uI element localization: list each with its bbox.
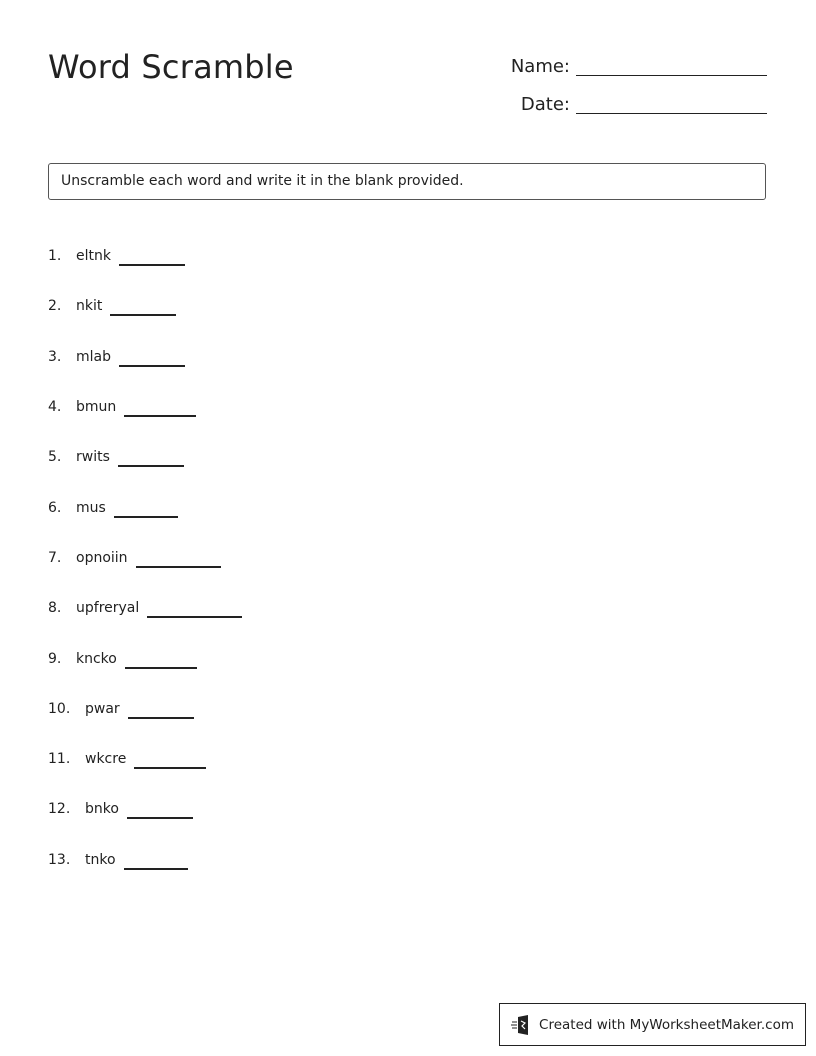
scrambled-word: eltnk bbox=[76, 248, 111, 265]
list-item bbox=[48, 784, 242, 834]
item-number: 1. bbox=[48, 248, 62, 265]
answer-blank bbox=[124, 854, 188, 870]
scrambled-word: pwar bbox=[85, 700, 120, 717]
answer-blank bbox=[136, 552, 221, 568]
list-item bbox=[48, 432, 242, 482]
item-number: 12. bbox=[48, 801, 71, 818]
answer-blank bbox=[125, 653, 197, 669]
item-number: 7. bbox=[48, 549, 62, 566]
list-item bbox=[48, 332, 242, 382]
answer-blank bbox=[147, 602, 242, 618]
footer-text: Created with MyWorksheetMaker.com bbox=[539, 1016, 794, 1033]
footer-credit[interactable] bbox=[499, 1003, 806, 1046]
answer-blank bbox=[110, 300, 176, 316]
item-number: 2. bbox=[48, 298, 62, 315]
list-item bbox=[48, 482, 242, 532]
item-number: 9. bbox=[48, 650, 62, 667]
name-line bbox=[576, 55, 767, 76]
answer-blank bbox=[128, 703, 194, 719]
list-item bbox=[48, 583, 242, 633]
answer-blank bbox=[127, 803, 193, 819]
item-number: 13. bbox=[48, 851, 71, 868]
scrambled-word: bnko bbox=[85, 801, 119, 818]
scrambled-word: tnko bbox=[85, 851, 116, 868]
list-item bbox=[48, 835, 242, 885]
scrambled-word: bmun bbox=[76, 399, 117, 416]
item-number: 11. bbox=[48, 751, 71, 768]
answer-blank bbox=[134, 753, 206, 769]
answer-blank bbox=[119, 250, 185, 266]
item-number: 3. bbox=[48, 348, 62, 365]
list-item bbox=[48, 231, 242, 281]
scrambled-word: wkcre bbox=[85, 751, 127, 768]
list-item bbox=[48, 533, 242, 583]
item-number: 4. bbox=[48, 399, 62, 416]
date-line bbox=[576, 93, 767, 114]
scrambled-word: mus bbox=[76, 499, 106, 516]
name-label: Name: bbox=[510, 56, 570, 77]
date-label: Date: bbox=[520, 94, 570, 115]
scrambled-word: nkit bbox=[76, 298, 103, 315]
list-item bbox=[48, 633, 242, 683]
list-item bbox=[48, 734, 242, 784]
list-item bbox=[48, 281, 242, 331]
scrambled-word: rwits bbox=[76, 449, 110, 466]
instructions-box: Unscramble each word and write it in the blank provided. bbox=[48, 163, 766, 200]
item-number: 6. bbox=[48, 499, 62, 516]
word-list bbox=[48, 231, 242, 885]
scrambled-word: upfreryal bbox=[76, 600, 140, 617]
item-number: 10. bbox=[48, 700, 71, 717]
answer-blank bbox=[119, 351, 185, 367]
name-field bbox=[490, 55, 767, 76]
answer-blank bbox=[118, 451, 184, 467]
scrambled-word: mlab bbox=[76, 348, 111, 365]
list-item bbox=[48, 382, 242, 432]
scrambled-word: opnoiin bbox=[76, 549, 128, 566]
answer-blank bbox=[124, 401, 196, 417]
worksheet-maker-logo-icon bbox=[511, 1014, 531, 1036]
list-item bbox=[48, 684, 242, 734]
answer-blank bbox=[114, 502, 178, 518]
item-number: 5. bbox=[48, 449, 62, 466]
scrambled-word: kncko bbox=[76, 650, 117, 667]
item-number: 8. bbox=[48, 600, 62, 617]
date-field bbox=[490, 93, 767, 114]
page-title: Word Scramble bbox=[48, 48, 294, 86]
